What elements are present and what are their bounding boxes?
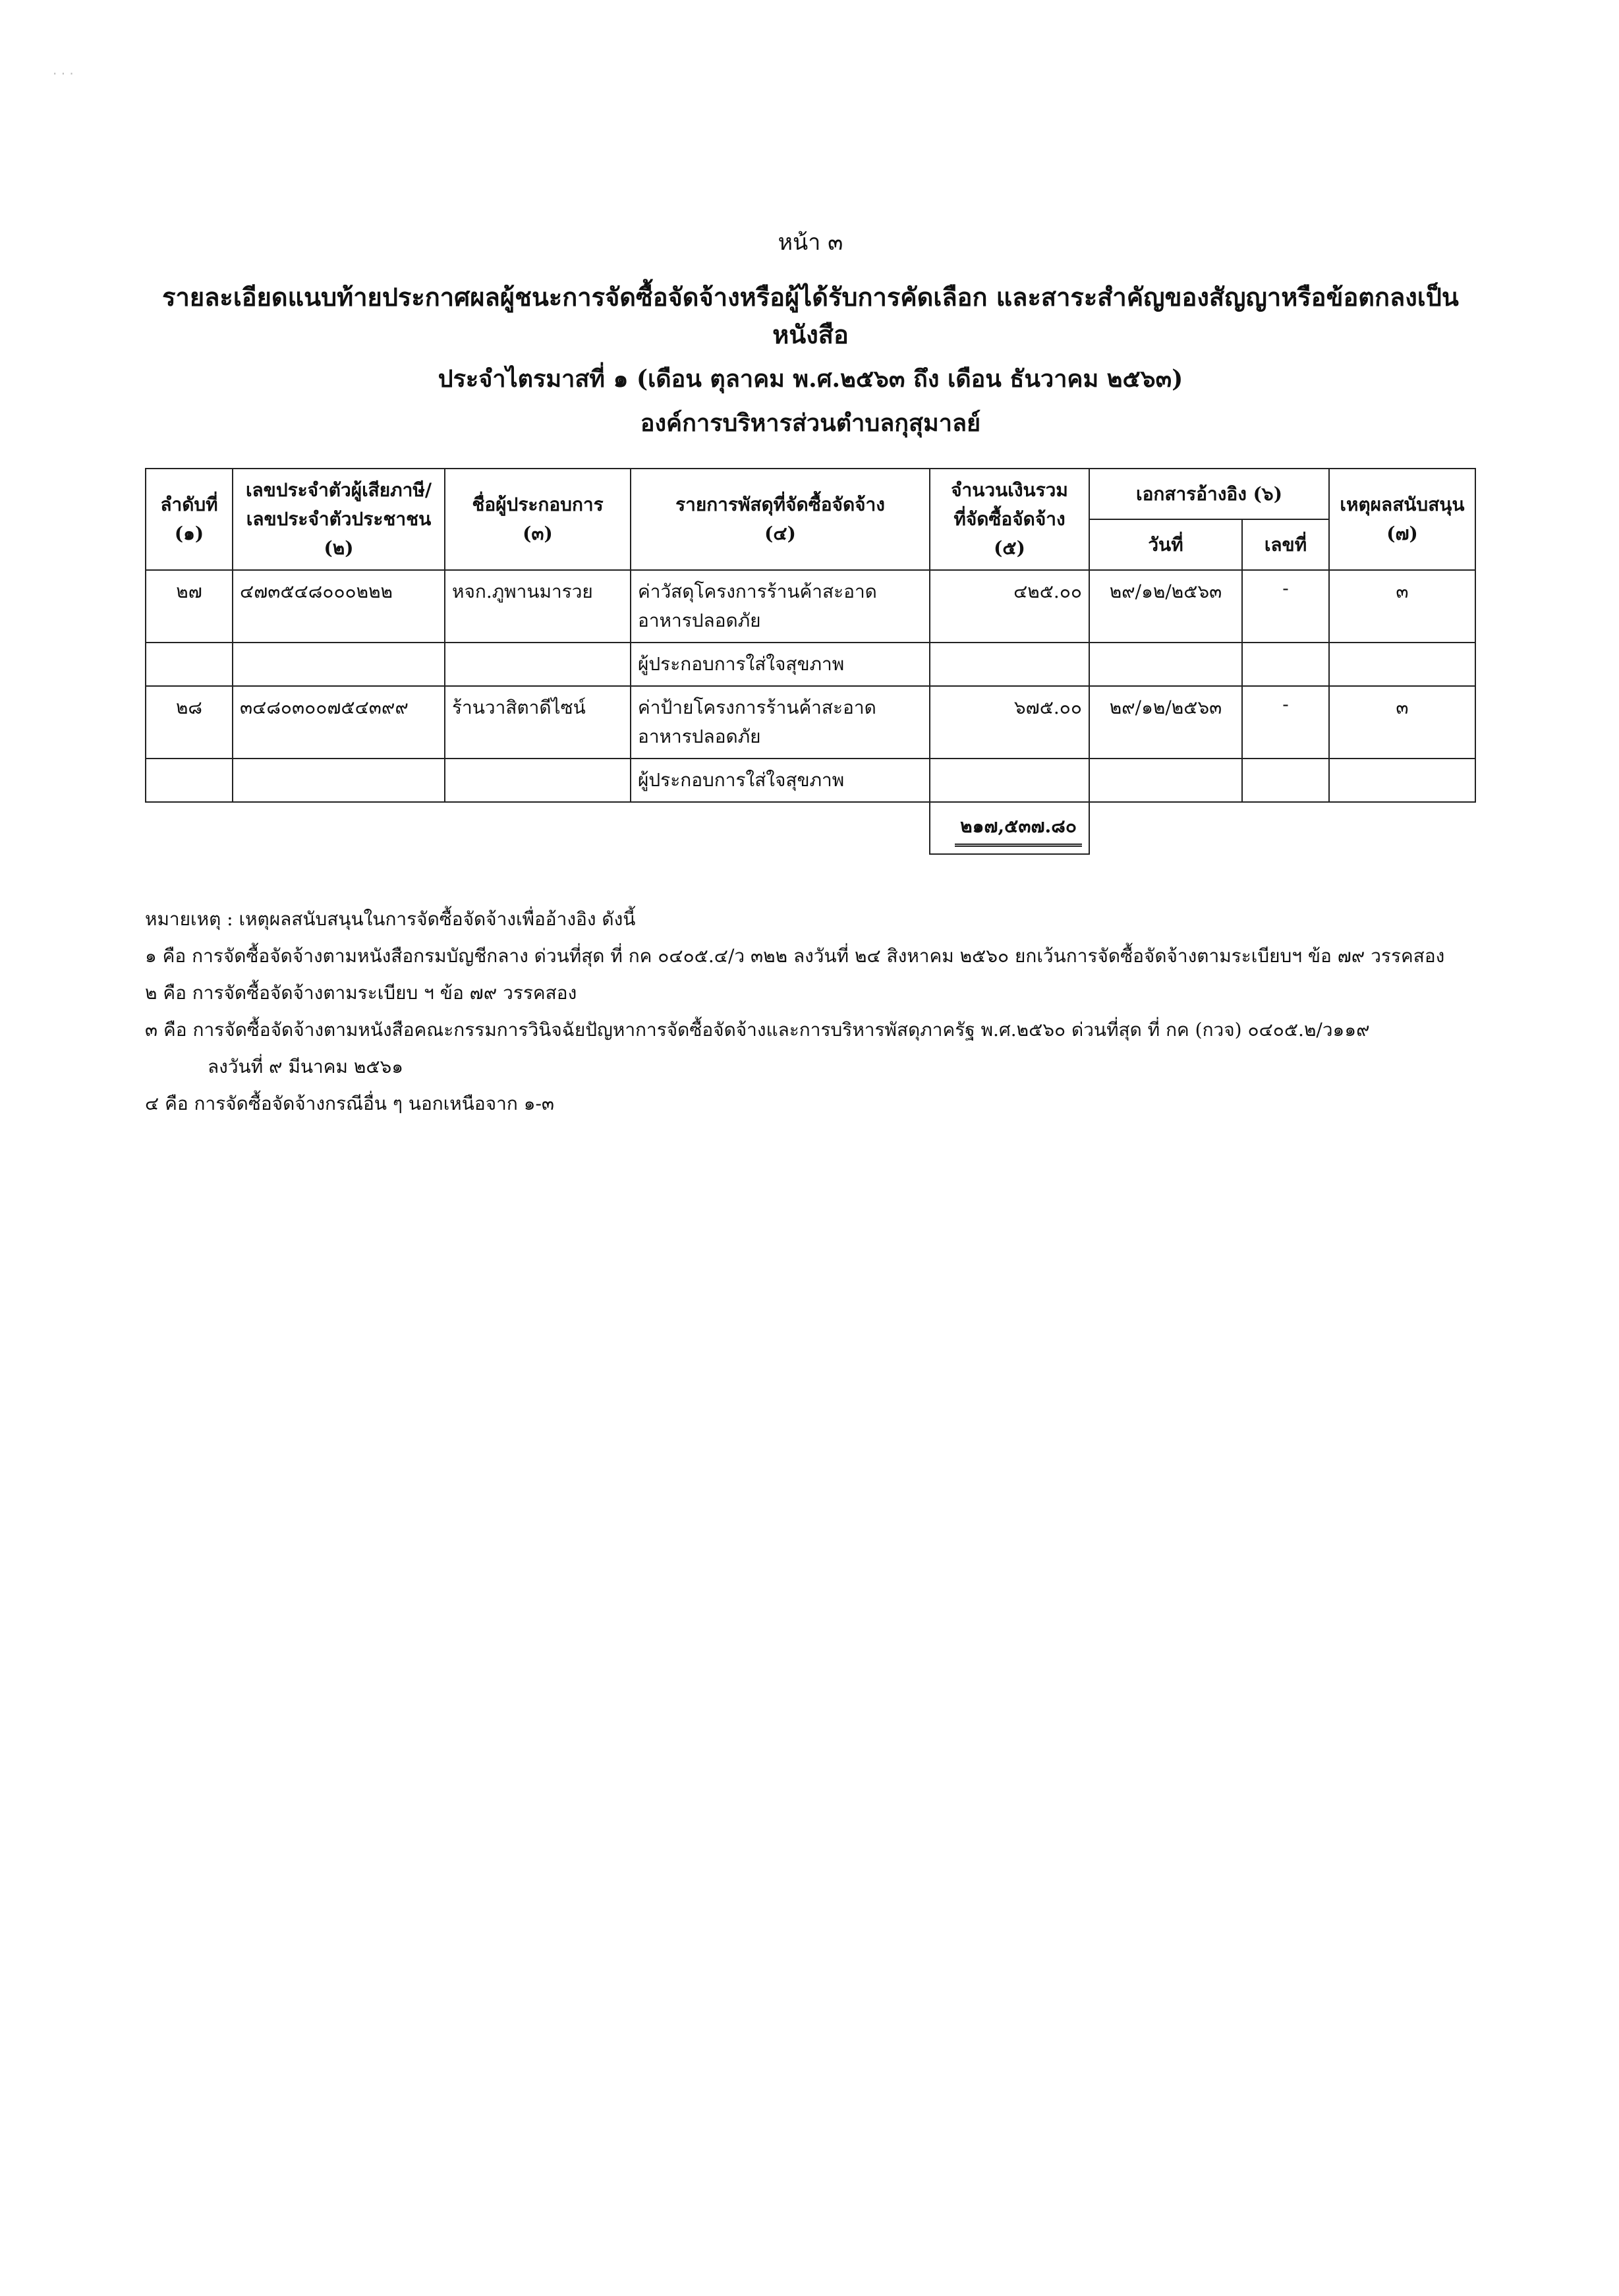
header-docref: เอกสารอ้างอิง (๖)	[1089, 469, 1329, 519]
cell-reason: ๓	[1329, 686, 1475, 759]
organization-name: องค์การบริหารส่วนตำบลกุสุมาลย์	[640, 409, 981, 437]
note-3-date: ลงวันที่ ๙ มีนาคม ๒๕๖๑	[208, 1056, 404, 1077]
header-vendor: ชื่อผู้ประกอบการ (๓)	[445, 469, 631, 570]
table-row	[146, 570, 1475, 643]
header-docno: เลขที่	[1242, 519, 1329, 570]
cell-reason: ๓	[1329, 570, 1475, 643]
cell-date	[1089, 759, 1242, 802]
cell-reason	[1329, 643, 1475, 686]
cell-vendor	[445, 759, 631, 802]
cell-taxid	[233, 643, 445, 686]
note-1: ๑ คือ การจัดซื้อจัดจ้างตามหนังสือกรมบัญชีกลาง ด่วนที่สุด ที่ กค ๐๔๐๕.๔/ว ๓๒๒ ลงวันที่ ๒๔ สิงหาคม ๒๕๖๐ ยกเว้นการจัดซื้อจัดจ้างตามระเบียบฯ ข้อ ๗๙ วรรคสอง	[145, 945, 1445, 967]
cell-docno	[1242, 643, 1329, 686]
cell-taxid: ๓๔๘๐๓๐๐๗๕๔๓๙๙	[233, 686, 445, 759]
cell-amount: ๖๗๕.๐๐	[930, 686, 1089, 759]
cell-reason	[1329, 759, 1475, 802]
scan-artifact: · · ·	[53, 66, 74, 82]
note-2: ๒ คือ การจัดซื้อจัดจ้างตามระเบียบ ฯ ข้อ ๗๙ วรรคสอง	[145, 982, 577, 1004]
procurement-table	[145, 468, 1476, 855]
cell-seq: ๒๗	[146, 570, 233, 643]
table-total-row	[146, 802, 1475, 854]
document-body	[145, 224, 1476, 1122]
cell-items: ค่าป้ายโครงการร้านค้าสะอาด อาหารปลอดภัย	[631, 686, 930, 759]
table-row	[146, 759, 1475, 802]
total-amount: ๒๑๗,๕๓๗.๘๐	[955, 809, 1082, 847]
table-header-row	[146, 469, 1475, 519]
table-row	[146, 686, 1475, 759]
header-seq: ลำดับที่ (๑)	[146, 469, 233, 570]
table-row	[146, 643, 1475, 686]
notes-intro: หมายเหตุ : เหตุผลสนับสนุนในการจัดซื้อจัดจ้างเพื่ออ้างอิง ดังนี้	[145, 908, 636, 930]
cell-seq: ๒๘	[146, 686, 233, 759]
cell-date: ๒๙/๑๒/๒๕๖๓	[1089, 686, 1242, 759]
cell-seq	[146, 759, 233, 802]
cell-amount: ๔๒๕.๐๐	[930, 570, 1089, 643]
cell-amount	[930, 759, 1089, 802]
page-number: หน้า ๓	[778, 229, 843, 256]
cell-amount	[930, 643, 1089, 686]
cell-taxid	[233, 759, 445, 802]
cell-items: ค่าวัสดุโครงการร้านค้าสะอาด อาหารปลอดภัย	[631, 570, 930, 643]
cell-vendor: หจก.ภูพานมารวย	[445, 570, 631, 643]
header-reason: เหตุผลสนับสนุน (๗)	[1329, 469, 1475, 570]
cell-taxid: ๔๗๓๕๔๘๐๐๐๒๒๒	[233, 570, 445, 643]
notes-section	[145, 901, 1476, 1122]
header-amount: จำนวนเงินรวม ที่จัดซื้อจัดจ้าง (๕)	[930, 469, 1089, 570]
header-date: วันที่	[1089, 519, 1242, 570]
note-4: ๔ คือ การจัดซื้อจัดจ้างกรณีอื่น ๆ นอกเหนือจาก ๑-๓	[145, 1093, 555, 1114]
cell-date: ๒๙/๑๒/๒๕๖๓	[1089, 570, 1242, 643]
cell-docno: -	[1242, 570, 1329, 643]
cell-items: ผู้ประกอบการใส่ใจสุขภาพ	[631, 759, 930, 802]
document-title: รายละเอียดแนบท้ายประกาศผลผู้ชนะการจัดซื้อจัดจ้างหรือผู้ได้รับการคัดเลือก และสาระสำคัญของสัญญาหรือข้อตกลงเป็นหนังสือ	[162, 282, 1459, 349]
header-taxid: เลขประจำตัวผู้เสียภาษี/ เลขประจำตัวประชาชน (๒)	[233, 469, 445, 570]
document-period: ประจำไตรมาสที่ ๑ (เดือน ตุลาคม พ.ศ.๒๕๖๓ ถึง เดือน ธันวาคม ๒๕๖๓)	[438, 365, 1183, 393]
cell-total	[930, 802, 1089, 854]
cell-vendor: ร้านวาสิตาดีไซน์	[445, 686, 631, 759]
cell-items: ผู้ประกอบการใส่ใจสุขภาพ	[631, 643, 930, 686]
cell-seq	[146, 643, 233, 686]
cell-vendor	[445, 643, 631, 686]
header-items: รายการพัสดุที่จัดซื้อจัดจ้าง (๔)	[631, 469, 930, 570]
cell-docno: -	[1242, 686, 1329, 759]
cell-docno	[1242, 759, 1329, 802]
note-3: ๓ คือ การจัดซื้อจัดจ้างตามหนังสือคณะกรรมการวินิจฉัยปัญหาการจัดซื้อจัดจ้างและการบริหารพัสดุภาครัฐ พ.ศ.๒๕๖๐ ด่วนที่สุด ที่ กค (กวจ) ๐๔๐๕.๒/ว๑๑๙	[145, 1019, 1370, 1041]
cell-date	[1089, 643, 1242, 686]
